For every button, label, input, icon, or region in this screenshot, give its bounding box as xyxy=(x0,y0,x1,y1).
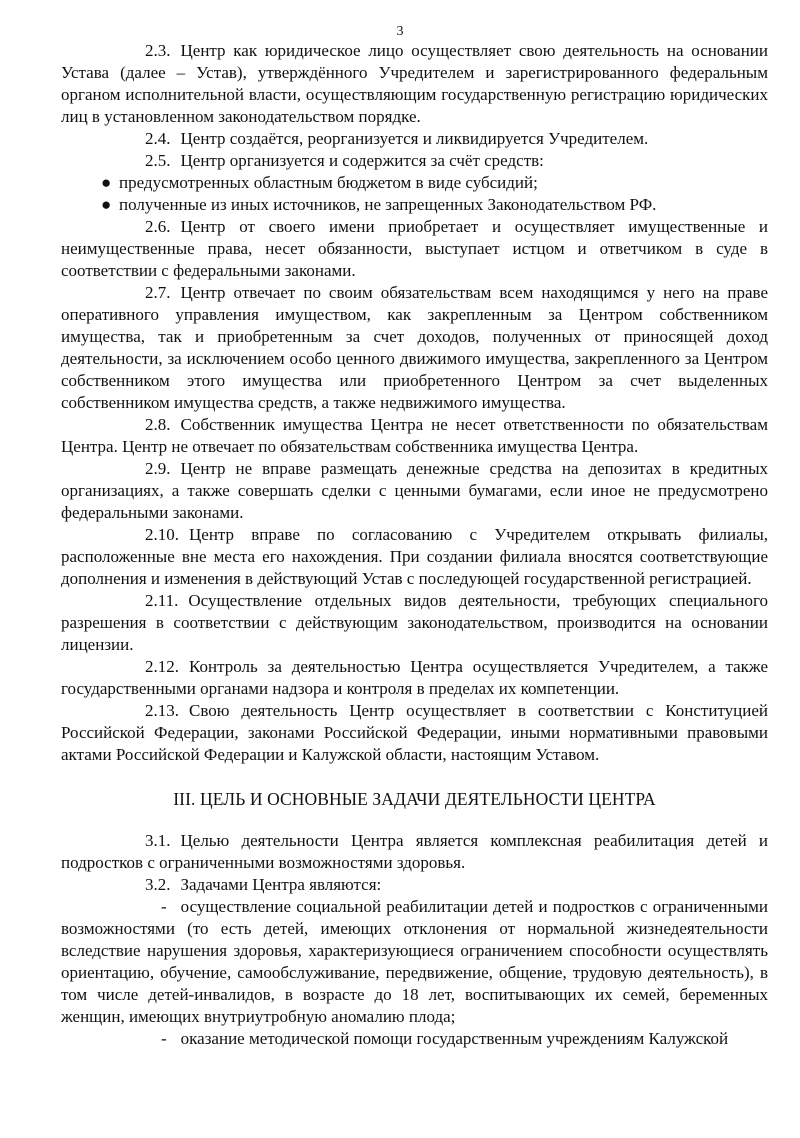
paragraph-number: 2.4. xyxy=(145,129,171,148)
dash-marker: - xyxy=(161,1029,167,1048)
paragraph-number: 2.10. xyxy=(145,525,179,544)
paragraph-number: 2.13. xyxy=(145,701,179,720)
paragraph-text: Центр отвечает по своим обязательствам всем находящимся у него на праве оперативного управления имуществом, как закрепленным за Центром собственником имущества, так и приобретенным за счет доходов, полученных от приносящей доход деятельности, за исключением особо ценного движимого имущества, закрепленного за Центром собственником этого имущества или приобретенного Центром за счет выделенных собственником имущества средств, а также недвижимого имущества. xyxy=(61,283,768,412)
bullet-text: предусмотренных областным бюджетом в виде субсидий; xyxy=(119,173,538,192)
bullet-item xyxy=(61,194,768,216)
paragraph-text: Центр от своего имени приобретает и осуществляет имущественные и неимущественные права, несет обязанности, выступает истцом и ответчиком в суде в соответствии с федеральными законами. xyxy=(61,217,768,280)
section-heading: III. ЦЕЛЬ И ОСНОВНЫЕ ЗАДАЧИ ДЕЯТЕЛЬНОСТИ ЦЕНТРА xyxy=(173,789,656,809)
paragraph-text: Собственник имущества Центра не несет ответственности по обязательствам Центра. Центр не отвечает по обязательствам собственника имущества Центра. xyxy=(61,415,768,456)
paragraph-number: 2.5. xyxy=(145,151,171,170)
paragraph-2-7 xyxy=(61,282,768,414)
task-item xyxy=(61,1028,768,1050)
paragraph-number: 2.7. xyxy=(145,283,171,302)
paragraph-3-2 xyxy=(61,874,768,896)
paragraph-number: 2.12. xyxy=(145,657,179,676)
paragraph-2-4 xyxy=(61,128,768,150)
paragraph-text: Центр создаётся, реорганизуется и ликвидируется Учредителем. xyxy=(180,129,649,148)
paragraph-text: Центр как юридическое лицо осуществляет свою деятельность на основании Устава (далее – Устав), утверждённого Учредителем и зарегистрированного федеральным органом исполнительной власти, осуществляющим государственную регистрацию юридических лиц в установленном законодательством порядке. xyxy=(61,41,768,126)
paragraph-number: 3.2. xyxy=(145,875,171,894)
paragraph-text: Контроль за деятельностью Центра осуществляется Учредителем, а также государственными органами надзора и контроля в пределах их компетенции. xyxy=(61,657,768,698)
paragraph-2-9 xyxy=(61,458,768,524)
paragraph-2-13 xyxy=(61,700,768,766)
paragraph-text: Центр не вправе размещать денежные средства на депозитах в кредитных организациях, а также совершать сделки с ценными бумагами, если иное не предусмотрено федеральными законами. xyxy=(61,459,768,522)
paragraph-2-10 xyxy=(61,524,768,590)
task-text: осуществление социальной реабилитации детей и подростков с ограниченными возможностями (то есть детей, имеющих отклонения от нормальной жизнедеятельности вследствие нарушения здоровья, характеризующиеся ограничением способности осуществлять ориентацию, обучение, самообслуживание, передвижение, общение, трудовую деятельность), в том числе детей-инвалидов, в возрасте до 18 лет, воспитывающих их семей, беременных женщин, имеющих внутриутробную аномалию плода; xyxy=(61,897,768,1026)
paragraph-number: 3.1. xyxy=(145,831,171,850)
task-item xyxy=(61,896,768,1028)
paragraph-2-8 xyxy=(61,414,768,458)
bullet-icon: ● xyxy=(101,173,112,192)
paragraph-text: Целью деятельности Центра является комплексная реабилитация детей и подростков с ограниченными возможностями здоровья. xyxy=(61,831,768,872)
paragraph-2-11 xyxy=(61,590,768,656)
paragraph-text: Центр организуется и содержится за счёт средств: xyxy=(180,151,544,170)
task-text: оказание методической помощи государственным учреждениям Калужской xyxy=(180,1029,729,1048)
paragraph-2-5 xyxy=(61,150,768,172)
paragraph-text: Свою деятельность Центр осуществляет в соответствии с Конституцией Российской Федерации, законами Российской Федерации, иными нормативными правовыми актами Российской Федерации и Калужской области, настоящим Уставом. xyxy=(61,701,768,764)
paragraph-text: Задачами Центра являются: xyxy=(180,875,382,894)
paragraph-2-12 xyxy=(61,656,768,700)
paragraph-text: Осуществление отдельных видов деятельности, требующих специального разрешения в соответствии с действующим законодательством, производится на основании лицензии. xyxy=(61,591,768,654)
dash-marker: - xyxy=(161,897,167,916)
paragraph-text: Центр вправе по согласованию с Учредителем открывать филиалы, расположенные вне места его нахождения. При создании филиала вносятся соответствующие дополнения и изменения в действующий Устав с последующей государственной регистрацией. xyxy=(61,525,768,588)
page-number: 3 xyxy=(396,24,404,39)
paragraph-3-1 xyxy=(61,830,768,874)
paragraph-number: 2.11. xyxy=(145,591,179,610)
bullet-item xyxy=(61,172,768,194)
paragraph-number: 2.3. xyxy=(145,41,171,60)
document-body xyxy=(61,40,768,1050)
paragraph-2-3 xyxy=(61,40,768,128)
paragraph-number: 2.6. xyxy=(145,217,171,236)
paragraph-number: 2.9. xyxy=(145,459,171,478)
bullet-icon: ● xyxy=(101,195,112,214)
paragraph-number: 2.8. xyxy=(145,415,171,434)
bullet-text: полученные из иных источников, не запрещенных Законодательством РФ. xyxy=(119,195,657,214)
paragraph-2-6 xyxy=(61,216,768,282)
